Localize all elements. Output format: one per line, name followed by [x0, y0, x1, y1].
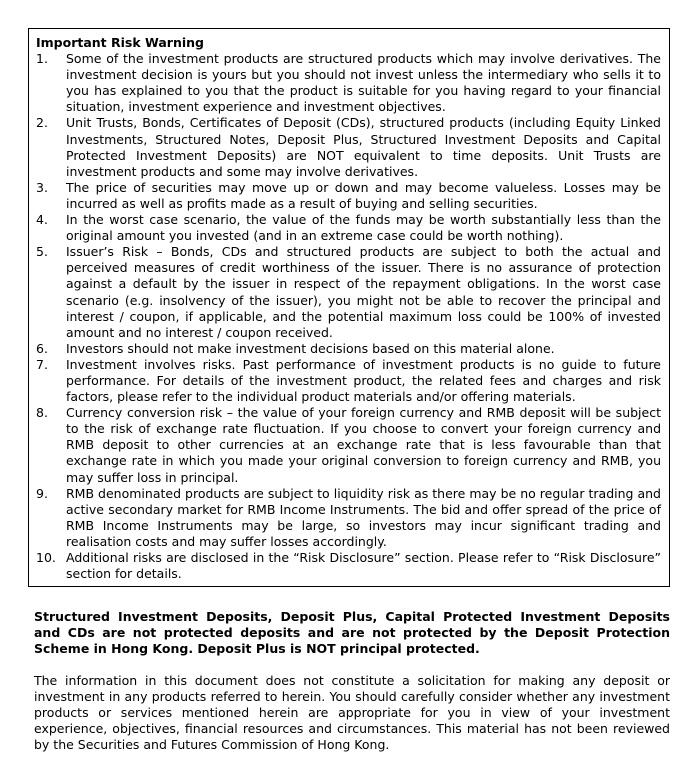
risk-item-number: 7. — [36, 356, 48, 372]
risk-item-number: 3. — [36, 179, 48, 195]
risk-item-text: Investors should not make investment decisions based on this material alone. — [66, 340, 555, 356]
risk-item-text: Some of the investment products are structured products which may involve derivatives. The investment decision is yours but you should not invest unless the intermediary who sells it to you has explained to you that the product is suitable for you having regard to your financial situation, investment experience and investment objectives. — [66, 51, 661, 115]
risk-warning-title: Important Risk Warning — [36, 35, 204, 50]
deposit-protection-notice: Structured Investment Deposits, Deposit Plus, Capital Protected Investment Deposits and CDs are not protected deposits and are not protected by the Deposit Protection Scheme in Hong Kong. Deposit Plus is NOT principal protected. — [34, 609, 670, 657]
risk-item-text: The price of securities may move up or down and may become valueless. Losses may be incurred as well as profits made as a result of buying and selling securities. — [66, 179, 661, 211]
risk-item-number: 6. — [36, 340, 48, 356]
risk-item-text: RMB denominated products are subject to liquidity risk as there may be no regular trading and active secondary market for RMB Income Instruments. The bid and offer spread of the price of RMB Income Instruments may be large, so investors may incur significant trading and realisation costs and may suffer losses accordingly. — [66, 485, 661, 549]
risk-item-text: In the worst case scenario, the value of the funds may be worth substantially less than the original amount you invested (and in an extreme case could be worth nothing). — [66, 212, 661, 244]
risk-warning-box — [28, 28, 670, 587]
risk-item-number: 5. — [36, 244, 48, 260]
risk-item-6 — [36, 341, 661, 357]
risk-item-text: Issuer’s Risk – Bonds, CDs and structured products are subject to both the actual and perceived measures of credit worthiness of the issuer. There is no assurance of protection against a default by the issuer in respect of the repayment obligations. In the worst case scenario (e.g. insolvency of the issuer), you might not be able to recover the principal and interest / coupon, if applicable, and the potential maximum loss could be 100% of invested amount and no interest / coupon received. — [66, 244, 661, 340]
risk-item-10 — [36, 550, 661, 582]
risk-item-number: 1. — [36, 51, 48, 67]
risk-item-number: 4. — [36, 212, 48, 228]
risk-item-5 — [36, 244, 661, 341]
risk-item-number: 9. — [36, 485, 48, 501]
risk-item-4 — [36, 212, 661, 244]
risk-item-1 — [36, 51, 661, 115]
risk-item-text: Unit Trusts, Bonds, Certificates of Deposit (CDs), structured products (including Equity Linked Investments, Structured Notes, Deposit Plus, Structured Investment Deposits and Capital Protected Investment Deposits) are NOT equivalent to time deposits. Unit Trusts are investment products and some may involve derivatives. — [66, 115, 661, 179]
risk-item-number: 8. — [36, 405, 48, 421]
risk-item-7 — [36, 357, 661, 405]
risk-item-text: Additional risks are disclosed in the “Risk Disclosure” section. Please refer to “Risk Disclosure” section for details. — [66, 550, 661, 582]
risk-item-8 — [36, 405, 661, 485]
risk-item-text: Currency conversion risk – the value of your foreign currency and RMB deposit will be subject to the risk of exchange rate fluctuation. If you choose to convert your foreign currency and RMB deposit to other currencies at an exchange rate that is less favourable than that exchange rate in which you made your original conversion to foreign currency and RMB, you may suffer loss in principal. — [66, 405, 661, 485]
risk-item-2 — [36, 115, 661, 179]
risk-item-9 — [36, 486, 661, 550]
solicitation-disclaimer: The information in this document does not constitute a solicitation for making any deposit or investment in any products referred to herein. You should carefully consider whether any investment products or services mentioned herein are appropriate for you in view of your investment experience, objectives, financial resources and circumstances. This material has not been reviewed by the Securities and Futures Commission of Hong Kong. — [34, 673, 670, 753]
risk-warning-list — [36, 51, 661, 582]
risk-item-number: 2. — [36, 115, 48, 131]
risk-item-3 — [36, 180, 661, 212]
risk-item-text: Investment involves risks. Past performance of investment products is no guide to future performance. For details of the investment product, the related fees and charges and risk factors, please refer to the individual product materials and/or offering materials. — [66, 356, 661, 405]
risk-item-number: 10. — [36, 550, 56, 565]
